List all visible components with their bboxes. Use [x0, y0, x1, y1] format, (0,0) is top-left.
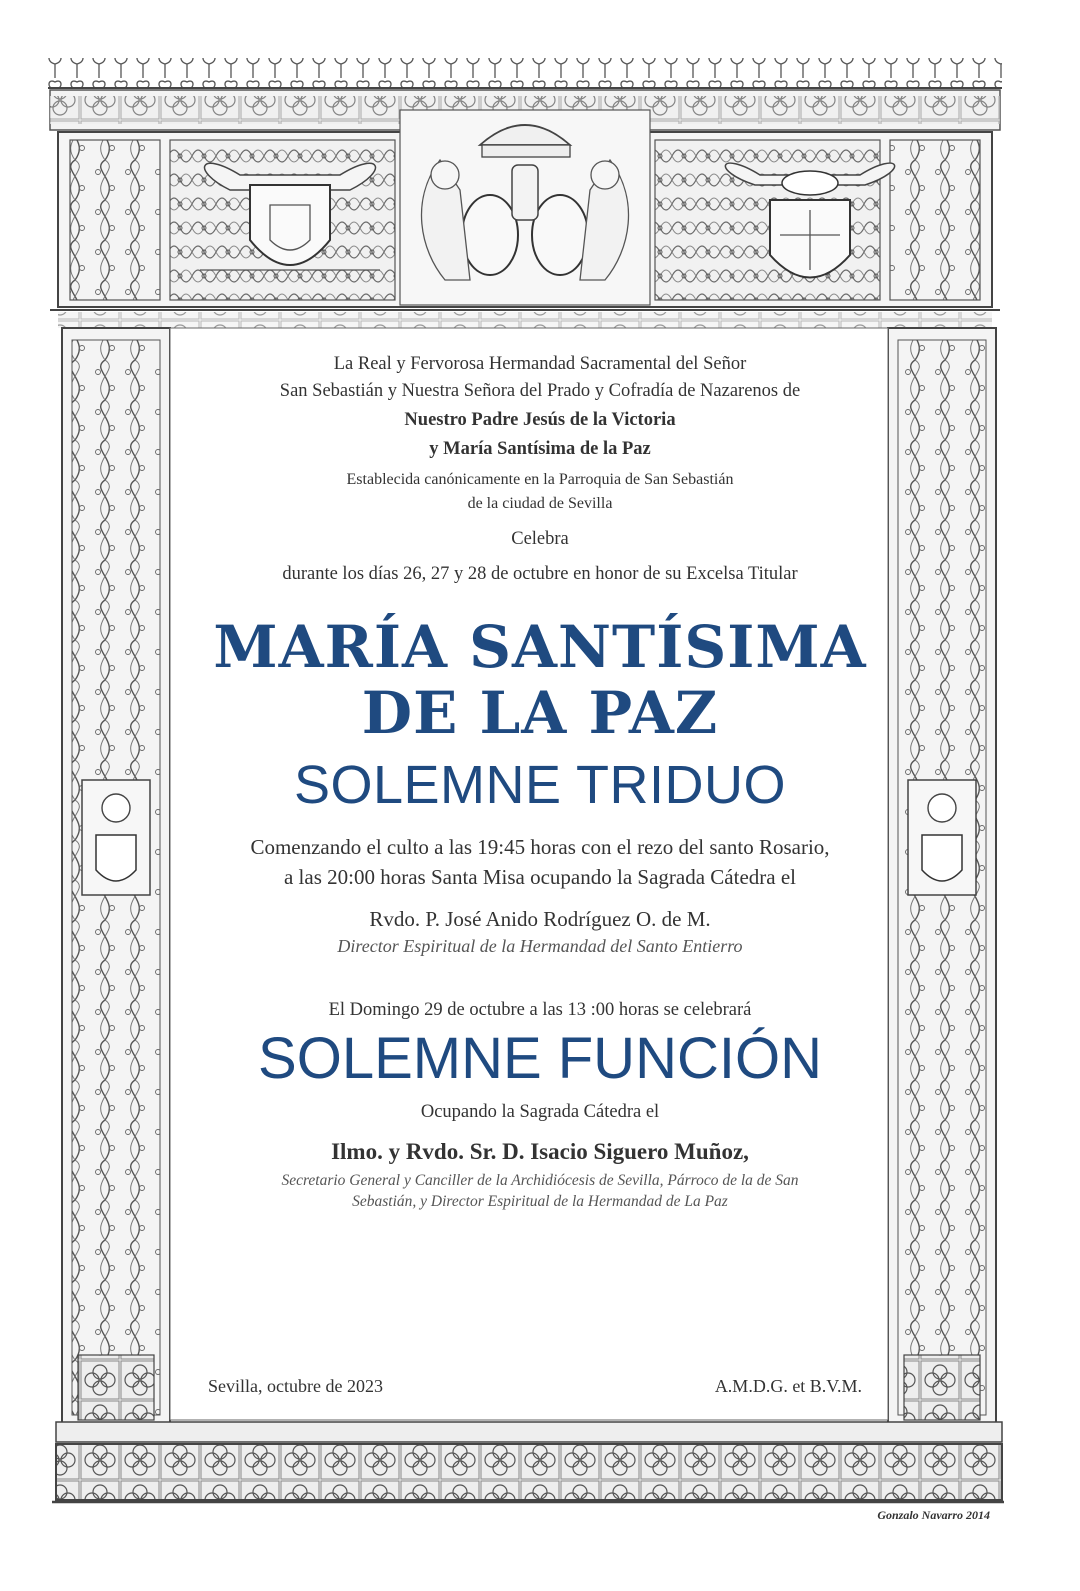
funcion-role-1: Secretario General y Canciller de la Archidiócesis de Sevilla, Párroco de la de San — [281, 1171, 799, 1189]
header-line-1: La Real y Fervorosa Hermandad Sacramental del Señor — [333, 354, 747, 374]
funcion-role-2: Sebastián, y Director Espiritual de la Hermandad de La Paz — [352, 1193, 728, 1211]
celebra-text: Celebra — [511, 528, 569, 549]
triduo-preacher-role: Director Espiritual de la Hermandad del Santo Entierro — [337, 935, 743, 956]
header-line-2: San Sebastián y Nuestra Señora del Prado y Cofradía de Nazarenos de — [279, 381, 801, 402]
header-line-3: Nuestro Padre Jesús de la Victoria — [404, 410, 676, 431]
dates-text: durante los días 26, 27 y 28 de octubre en honor de su Excelsa Titular — [282, 563, 798, 584]
subtitle: SOLEMNE TRIDUO — [293, 755, 787, 816]
footer — [208, 1376, 862, 1397]
funcion-intro: El Domingo 29 de octubre a las 13 :00 horas se celebrará — [328, 1000, 752, 1021]
header-line-6: de la ciudad de Sevilla — [467, 494, 613, 512]
header-line-4: y María Santísima de la Paz — [429, 439, 651, 460]
triduo-line-2: a las 20:00 horas Santa Misa ocupando la Sagrada Cátedra el — [283, 865, 796, 890]
place-date: Sevilla, octubre de 2023 — [208, 1376, 383, 1396]
funcion-title: SOLEMNE FUNCIÓN — [258, 1026, 822, 1092]
poster-text — [175, 345, 905, 1212]
funcion-catedra: Ocupando la Sagrada Cátedra el — [420, 1101, 660, 1122]
title-line-1: MARÍA SANTÍSIMA — [213, 612, 867, 681]
title-line-2: DE LA PAZ — [361, 679, 719, 748]
motto: A.M.D.G. et B.V.M. — [714, 1376, 862, 1396]
triduo-line-1: Comenzando el culto a las 19:45 horas con el rezo del santo Rosario, — [250, 834, 830, 859]
header-line-5: Establecida canónicamente en la Parroquia de San Sebastián — [346, 470, 734, 488]
artist-signature: Gonzalo Navarro 2014 — [877, 1508, 990, 1522]
funcion-preacher: Ilmo. y Rvdo. Sr. D. Isacio Siguero Muñoz, — [331, 1139, 749, 1165]
triduo-preacher: Rvdo. P. José Anido Rodríguez O. de M. — [369, 907, 711, 932]
